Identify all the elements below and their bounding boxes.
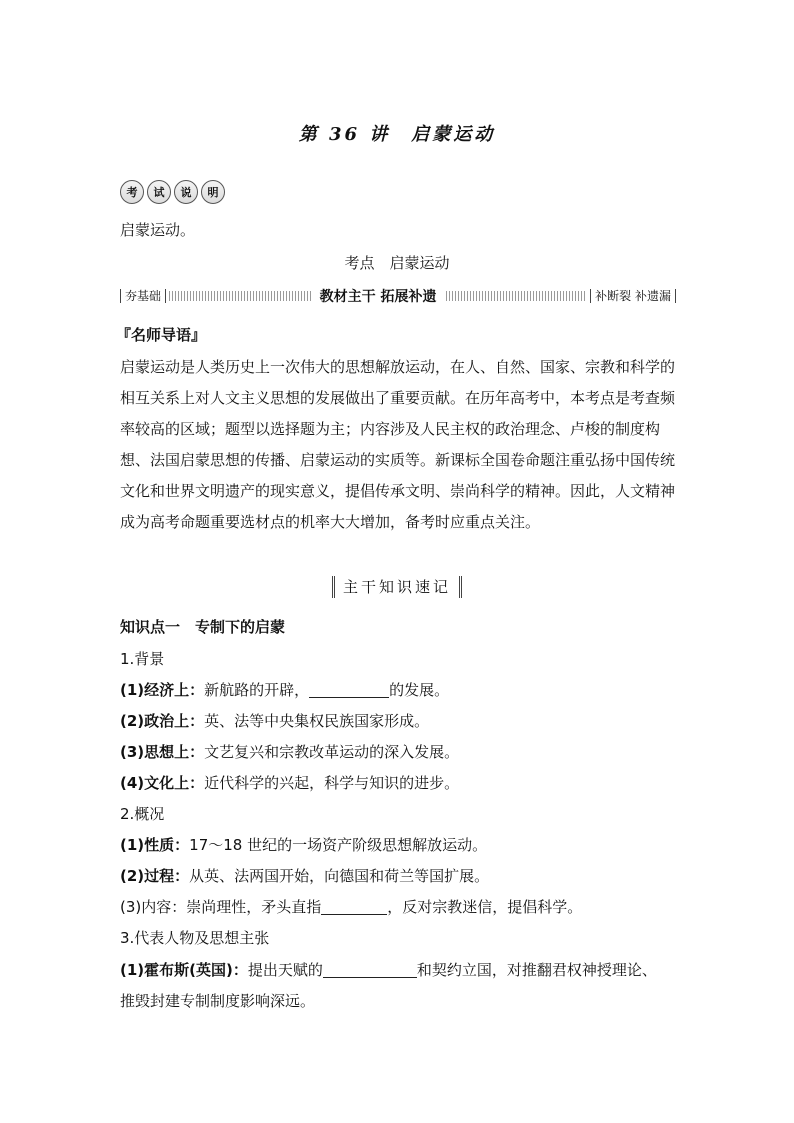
item-text: 和契约立国，对推翻君权神授理论、 — [416, 961, 657, 979]
badge-char: 考 — [120, 180, 144, 204]
band-center-label: 教材主干 拓展补遗 — [319, 289, 437, 305]
overview-item-2 — [120, 866, 489, 886]
item-label: (1)经济上： — [120, 681, 205, 699]
item-text: 提出天赋的 — [247, 961, 323, 979]
background-item-4 — [120, 773, 459, 793]
background-item-2 — [120, 711, 429, 731]
background-item-3 — [120, 742, 459, 762]
band-right-label: 补断裂 补遗漏 — [590, 289, 676, 303]
item-text: 文艺复兴和宗教改革运动的深入发展。 — [204, 743, 460, 761]
exam-point-heading: 考点 启蒙运动 — [344, 254, 450, 272]
lesson-title: 第 36 讲 启蒙运动 — [298, 124, 496, 145]
badge-char: 试 — [147, 180, 171, 204]
item-label: (2)政治上： — [120, 712, 205, 730]
badge-char: 说 — [174, 180, 198, 204]
item-label: (2)过程： — [120, 867, 190, 885]
item-label: (4)文化上： — [120, 774, 205, 792]
section-header-label: 主干知识速记 — [332, 576, 462, 598]
item-label: (1)霍布斯(英国)： — [120, 961, 248, 979]
section-band — [120, 287, 676, 305]
overview-item-1 — [120, 835, 487, 855]
background-item-1 — [120, 680, 449, 700]
item-text: ，反对宗教迷信，提倡科学。 — [387, 898, 583, 916]
badge-char: 明 — [201, 180, 225, 204]
item-text: 近代科学的兴起，科学与知识的进步。 — [204, 774, 460, 792]
exam-description-badge — [120, 180, 225, 204]
band-dots-left — [169, 291, 311, 301]
exam-description: 启蒙运动。 — [120, 221, 196, 239]
heading-background: 1.背景 — [120, 650, 165, 668]
item-label: (1)性质： — [120, 836, 190, 854]
representative-item-1 — [120, 960, 657, 980]
item-text: 新航路的开辟， — [204, 681, 310, 699]
band-left-label: 夯基础 — [120, 289, 166, 303]
band-dots-right — [446, 291, 588, 301]
heading-overview: 2.概况 — [120, 805, 165, 823]
item-text: 崇尚理性，矛头直指 — [186, 898, 322, 916]
item-text: 的发展。 — [389, 681, 450, 699]
representative-item-1-cont: 推毁封建专制制度影响深远。 — [120, 992, 316, 1010]
fill-blank — [323, 961, 417, 978]
item-text: 英、法等中央集权民族国家形成。 — [204, 712, 430, 730]
item-text: 17～18 世纪的一场资产阶级思想解放运动。 — [189, 836, 488, 854]
fill-blank — [321, 898, 387, 915]
item-label: (3)思想上： — [120, 743, 205, 761]
item-label: (3)内容： — [120, 898, 187, 916]
knowledge-point-1: 知识点一 专制下的启蒙 — [120, 618, 286, 636]
teacher-guide-title: 『名师导语』 — [116, 326, 207, 344]
heading-representatives: 3.代表人物及思想主张 — [120, 929, 270, 947]
overview-item-3 — [120, 897, 582, 917]
fill-blank — [309, 681, 389, 698]
teacher-guide-paragraph: 启蒙运动是人类历史上一次伟大的思想解放运动，在人、自然、国家、宗教和科学的相互关系上对人文主义思想的发展做出了重要贡献。在历年高考中，本考点是考查频率较高的区域；题型以选择题为主；内容涉及人民主权的政治理念、卢梭的制度构想、法国启蒙思想的传播、启蒙运动的实质等。新课标全国卷命题注重弘扬中国传统文化和世界文明遗产的现实意义，提倡传承文明、崇尚科学的精神。因此，人文精神成为高考命题重要选材点的机率大大增加，备考时应重点关注。 — [120, 358, 676, 531]
section-header — [0, 576, 794, 598]
item-text: 从英、法两国开始，向德国和荷兰等国扩展。 — [189, 867, 490, 885]
